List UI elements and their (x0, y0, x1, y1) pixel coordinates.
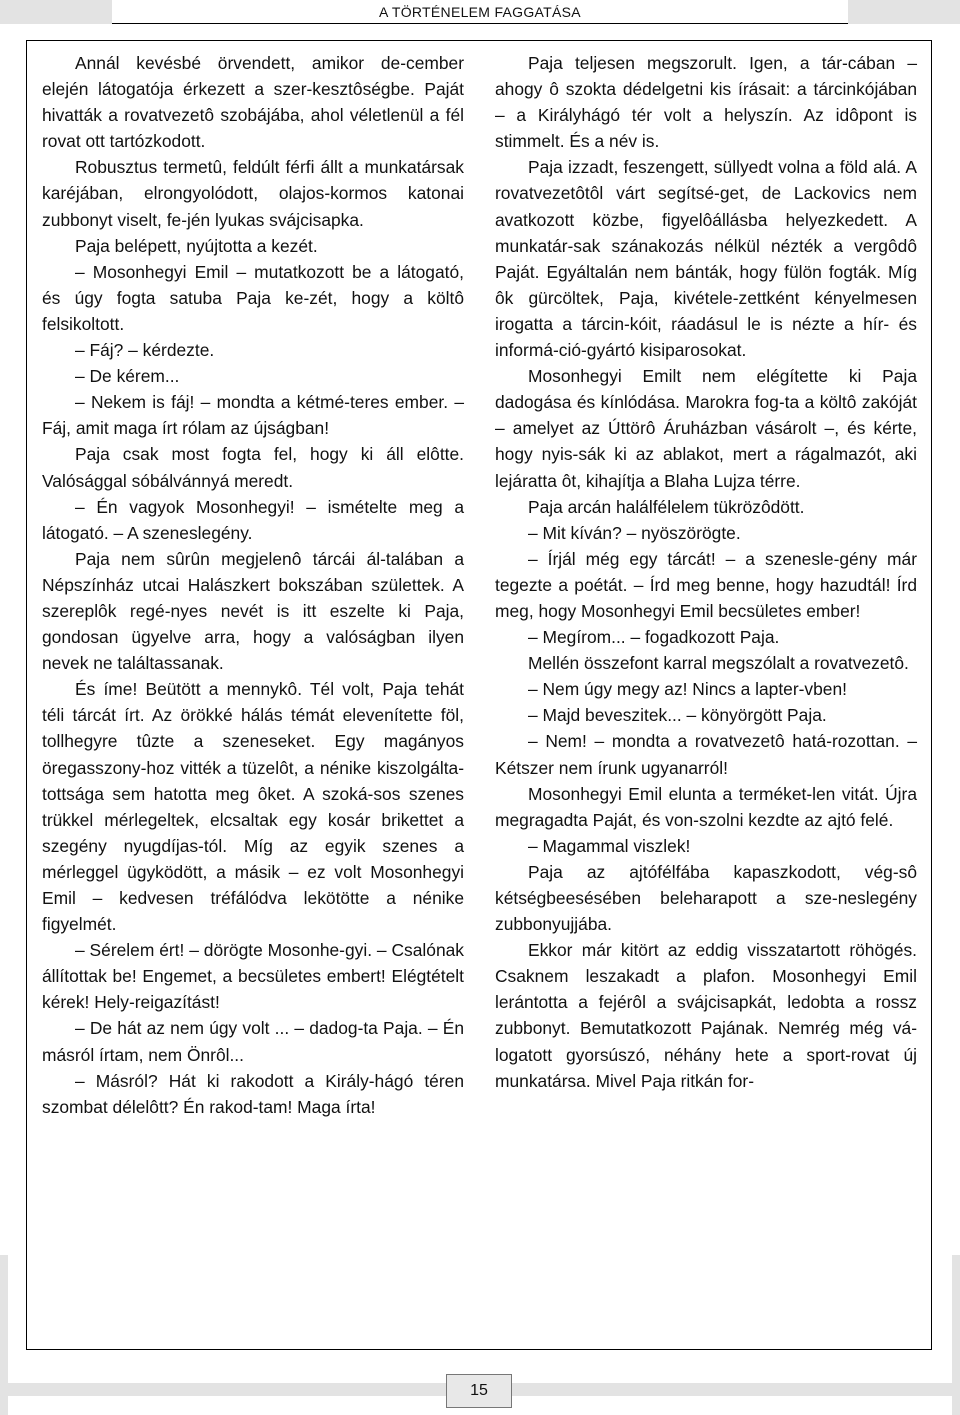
paragraph: – Magammal viszlek! (528, 835, 691, 856)
left-column (42, 50, 464, 1120)
header-corner-left (0, 0, 112, 24)
paragraph: – Mosonhegyi Emil – mutatkozott be a látogató, és úgy fogta satuba Paja ke-zét, hogy a költô felsikoltott. (42, 261, 464, 334)
paragraph: És íme! Beütött a mennykô. Tél volt, Paja tehát téli tárcát írt. Az örökké hálás témát elevenítette föl, tollhegyre tûzte a szeneseket. Egy magányos öregasszony-hoz vitték a tüzelôt, a nénike kiszolgálta-tottsága sem hatotta meg ôket. A szoká-sos szenes trükkel mérlegeltek, elcsaltak egy kosár brikettet a szegény nyugdíjas-tól. Míg az egyik szenes a mérleggel ügyködött, a másik – ez volt Mosonhegyi Emil – kedvesen tréfálódva lekötötte a nénike figyelmét. (42, 679, 464, 935)
right-column (495, 50, 917, 1094)
paragraph: – Megírom... – fogadkozott Paja. (528, 627, 780, 648)
paragraph: – Másról? Hát ki rakodott a Király-hágó téren szombat délelôtt? Én rakod-tam! Maga írta! (42, 1070, 464, 1117)
paragraph: Robusztus termetû, feldúlt férfi állt a munkatársak karéjában, elrongyolódott, olajos-kormos katonai zubbonyt viselt, fe-jén lyukas svájcisapka. (42, 157, 464, 230)
page-number: 15 (446, 1374, 512, 1408)
paragraph: – Írjál még egy tárcát! – a szenesle-gény már tegezte a poétát. – Írd meg benne, hogy hazudtál! Írd meg, hogy Mosonhegyi Emil becsületes ember! (495, 548, 917, 621)
paragraph: Ekkor már kitört az eddig visszatartott röhögés. Csaknem leszakadt a plafon. Mosonhegyi Emil lerántotta a fejérôl a svájcisapkát, ledobta a rossz zubbonyt. Bemutatkozott Pajának. Nemrég még vá-logatott gyorsúszó, néhány hete a sport-rovat új munkatársa. Mivel Paja ritkán for- (495, 940, 917, 1091)
paragraph: Mosonhegyi Emilt nem elégítette ki Paja dadogása és kínlódása. Marokra fog-ta a költô zakóját – amelyet az Úttörô Áruházban vásárolt –, és kérte, hogy nyis-sák ki az ablakot, mert a rágalmazót, aki lejáratta ôt, kihajítja a Blaha Lujza térre. (495, 366, 917, 491)
paragraph: Paja nem sûrûn megjelenô tárcái ál-talában a Népszínház utcai Halászkert bokszában születtek. A szereplôk regé-nyes nevét is itt eszelte ki Paja, gondosan ügyelve arra, hogy a valóságban ilyen nevek ne találtassanak. (42, 548, 464, 674)
paragraph: Mellén összefont karral megszólalt a rovatvezetô. (528, 653, 909, 674)
paragraph: Paja teljesen megszorult. Igen, a tár-cában – ahogy ô szokta dédelgetni kis írásait: a tárcinkójában – a Királyhágó tér volt a helyszín. Az idôpont is stimmelt. És a név is. (495, 53, 917, 152)
paragraph: – Nekem is fáj! – mondta a kétmé-teres ember. – Fáj, amit maga írt rólam az újságban! (42, 392, 464, 439)
paragraph: Paja izzadt, feszengett, süllyedt volna a föld alá. A rovatvezetôtôl várt segítsé-get, de Lackovics nem avatkozott közbe, figyelôállásba helyezkedett. A munkatár-sak szánakozás nélkül nézték a vergôdô Paját. Egyáltalán nem bánták, hogy fülön fogták. Míg ôk gürcöltek, Paja, kivétele-zettként kényelmesen irogatta a tárcin-kóit, ráadásul le is nézte a hír- és informá-ció-gyártó kisiparosokat. (495, 157, 917, 361)
paragraph: – Mit kíván? – nyöszörögte. (528, 522, 741, 543)
paragraph: – Fáj? – kérdezte. (75, 340, 215, 361)
paragraph: – Én vagyok Mosonhegyi! – ismételte meg a látogató. – A szeneslegény. (42, 496, 464, 543)
paragraph: Mosonhegyi Emil elunta a terméket-len vitát. Újra megragadta Paját, és von-szolni kezdte az ajtó felé. (495, 783, 917, 830)
running-header: A TÖRTÉNELEM FAGGATÁSA (366, 4, 594, 20)
paragraph: – Nem úgy megy az! Nincs a lapter-vben! (528, 679, 847, 700)
paragraph: – De kérem... (75, 366, 180, 387)
paragraph: Annál kevésbé örvendett, amikor de-cember elején látogatója érkezett a szer-kesztôségbe. Paját hivatták a rovatvezetô szobájába, ahol véletlenül a fél rovat ott tartózkodott. (42, 53, 464, 152)
paragraph: – Sérelem ért! – dörögte Mosonhe-gyi. – Csalónak állítottak be! Engemet, a becsületes embert! Elégtételt kérek! Hely-reigazítást! (42, 940, 464, 1013)
paragraph: Paja csak most fogta fel, hogy ki áll elôtte. Valósággal sóbálvánnyá meredt. (42, 444, 464, 491)
paragraph: Paja belépett, nyújtotta a kezét. (75, 235, 318, 256)
header-rule (112, 23, 848, 24)
paragraph: – Nem! – mondta a rovatvezetô hatá-rozottan. – Kétszer nem írunk ugyanarról! (495, 731, 917, 778)
paragraph: – Majd beveszitek... – könyörgött Paja. (528, 705, 827, 726)
paragraph: – De hát az nem úgy volt ... – dadog-ta Paja. – Én másról írtam, nem Önrôl... (42, 1018, 464, 1065)
paragraph: Paja arcán halálfélelem tükrözôdött. (528, 496, 805, 517)
paragraph: Paja az ajtófélfába kapaszkodott, vég-sô kétségbeesésében beleharapott a sze-neslegény zubbonyujjába. (495, 861, 917, 935)
header-corner-right (848, 0, 960, 24)
